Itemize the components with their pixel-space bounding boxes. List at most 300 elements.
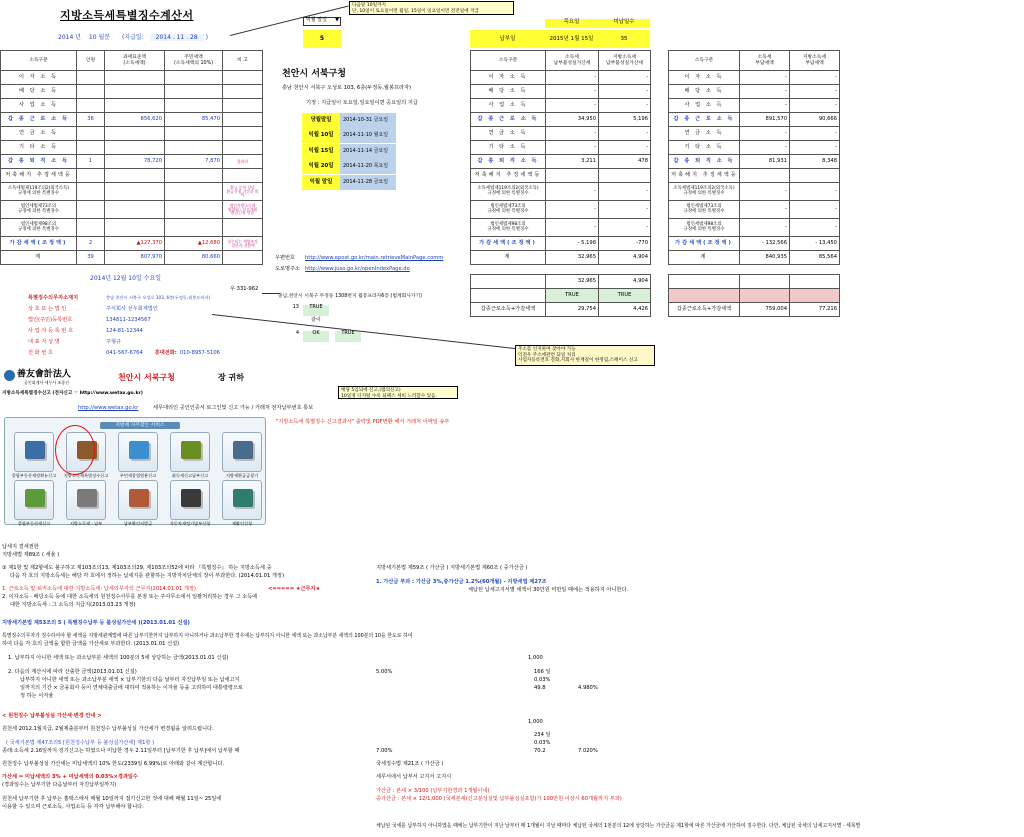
due-date: 2014-11-14 금요일 [340, 144, 396, 159]
left-table-row [1, 183, 263, 201]
row-value-b: -770 [599, 237, 651, 251]
row-value-a: - [740, 99, 790, 113]
filer-zip: 우 331-962 [230, 286, 259, 292]
row-count[interactable] [77, 85, 105, 99]
due-note-callout: 다음달 10일까지 단, 10일이 토요일이면 월일, 15일이 일요일이면 전전일에 지급 [349, 1, 514, 15]
filer-value[interactable]: 134811-1234567 [106, 317, 151, 323]
burden-row [669, 183, 840, 201]
filer-label: 특별징수의무자소재지 [28, 295, 79, 301]
filer-row [28, 351, 273, 362]
highlight-circle [55, 425, 95, 475]
left-table-row [1, 99, 263, 113]
row-tax[interactable]: 7,870 [165, 155, 223, 169]
row-value-a: - [546, 141, 599, 155]
pay-rule-text: 기정 : 지급일이 토요일,일요일이면 공요일의 지급 [306, 100, 418, 106]
due-label: 당월말일 [302, 113, 340, 128]
filer-value[interactable]: 충남 천안시 서북구 오성로 103, 6층(두정동,월봉프라자) [106, 295, 211, 300]
wetax-service-0[interactable] [14, 432, 54, 472]
left-table-header [1, 51, 263, 71]
row-label: 소득세법제119조의2(외국소득) 규정에 의한 특별징수 [1, 183, 77, 201]
page-title: 지방소득세특별징수계산서 [60, 9, 194, 22]
s3-calc-3: 0.03% [534, 740, 551, 746]
row-value-a [740, 169, 790, 183]
row-label: 연 금 소 득 [1, 127, 77, 141]
due-row [302, 159, 402, 174]
penalty-row [471, 99, 651, 113]
row-base[interactable] [105, 201, 165, 219]
extra-a1: 32,965 [546, 275, 599, 289]
row-value-b: - [790, 219, 840, 237]
burden-row [669, 85, 840, 99]
law-s3-p2: 종래:소득세 2.16일까지 징기신고는 하였으나 미납한 경우 2.11일부터 [납부기한 후 납부]에서 납부할 때 [2, 748, 240, 754]
row-label: 사 업 소 득 [1, 99, 77, 113]
burden-row [669, 71, 840, 85]
law-h2: 지방세법 제89조 ( 세율 ) [2, 552, 60, 558]
firm-logo-sub: 공인회계사 세무사 조종선 [24, 380, 70, 385]
penalty-header [471, 51, 651, 71]
due-row [302, 175, 402, 190]
wetax-service-5[interactable] [14, 480, 54, 520]
row-label: 가감세액(조정액) [471, 237, 546, 251]
row-label: 저축해지 추징세액등 [471, 169, 546, 183]
due-date: 2014-11-28 금요일 [340, 175, 396, 190]
row-value-a: - [546, 71, 599, 85]
filer-value[interactable]: 124-81-12344 [106, 328, 143, 334]
burden-row [669, 169, 840, 183]
law-s3-p1: 원천세 2012.1월지급, 2월제출분부터 원천징수 납부불성실 가산세가 변경됨을 알려드립니다. [2, 726, 214, 732]
row-label: 법인세법제98조의 규정에 의한 특별징수 [471, 219, 546, 237]
car-icon [181, 489, 201, 507]
wetax-service-label: 지방소득세 · 납부 [69, 521, 103, 526]
row-tax[interactable] [165, 219, 223, 237]
payment-date[interactable]: 2015년 1월 15일 [545, 30, 598, 48]
calc-3: 166 일 [534, 669, 551, 675]
row-note [223, 169, 263, 183]
chevron-down-icon: ▼ [335, 17, 339, 23]
left-table-row [1, 169, 263, 183]
row-tax[interactable]: ▲12,680 [165, 237, 223, 251]
row-count[interactable] [77, 183, 105, 201]
pay-date-label: (지급일: [121, 34, 144, 41]
penalty-row [471, 85, 651, 99]
wetax-service-3[interactable] [170, 432, 210, 472]
calc-2: 5.00% [376, 669, 393, 675]
row-value-b: - [599, 183, 651, 201]
wetax-service-label: 종합부동산세정확뉴신고 [11, 473, 57, 478]
filer-value[interactable]: 주형규 [106, 339, 122, 345]
penalty-extra-table [470, 274, 651, 317]
left-table-row [1, 201, 263, 219]
row-base[interactable]: 807,970 [105, 251, 165, 265]
row-label: 갑 종 퇴 직 소 득 [471, 155, 546, 169]
due-row [302, 144, 402, 159]
row-tax[interactable] [165, 99, 223, 113]
row-note: 징수되는 계양조정 ·결산사,선환액 [223, 237, 263, 251]
penalty-header-0: 소득구분 [471, 51, 546, 71]
penalty-header-2: 지방소득세 납부불성실가산세 [599, 51, 651, 71]
extra-b2: TRUE [599, 289, 651, 303]
due-row [302, 113, 402, 128]
filer-label: 사 업 자 등 록 번 호 [28, 328, 73, 334]
filer-label: 전 화 번 호 [28, 350, 53, 356]
row-value-b: - [790, 71, 840, 85]
check-value-2: TRUE [335, 331, 361, 342]
postal-link[interactable]: http://www.epost.go.kr/main.retrieveMainPage.comm [305, 255, 444, 261]
row-base[interactable] [105, 219, 165, 237]
burden-sum-label: 갑종근로소득+가감세액 [669, 303, 740, 317]
burden-row [669, 237, 840, 251]
extra-b1: 4,904 [599, 275, 651, 289]
row-value-a: - [740, 71, 790, 85]
law-s3-p3: 원천징수 납부불성실 가산세는 미납세액의 10% 한도(2339일 6.99%)로 아래와 같이 계산합니다. [2, 761, 225, 767]
extra-a2: TRUE [546, 289, 599, 303]
check-row [285, 331, 385, 342]
building-icon [181, 441, 201, 459]
law-s2-i2: 2. 다음의 계산식에 따라 산출한 금액(2013.01.01 신설) [8, 669, 137, 675]
row-label: 소득세법제119조의2(외국소득) 규정에 의한 특별징수 [471, 183, 546, 201]
row-label: 법인세법제98조의 규정에 의한 특별징수 [669, 219, 740, 237]
row-tax[interactable] [165, 71, 223, 85]
wetax-service-label: 지방세환급금찾기 [225, 473, 259, 478]
penalty-row [471, 183, 651, 201]
wetax-service-label: 지방소득세특별징수신고 [63, 473, 109, 478]
row-label: 이 자 소 득 [669, 71, 740, 85]
row-value-b: - [599, 71, 651, 85]
law-s2-i2b: 일까지의 기간 × 금융회사 등이 연체대출금에 대하여 적용하는 이자율 등을 고려하여 대통령령으로 [20, 685, 243, 691]
law-p1: ③ 제1항 및 제2항에도 불구하고 제103조의13, 제103조의29, 제103조의52에 따라 『특별징수』 하는 지방소득세 중 [2, 565, 272, 571]
law-s2-p2: 하여 다음 각 호의 금액을 합한 금액을 가산세로 부과한다. (2013.01.01 신설) [2, 641, 180, 647]
row-label: 기 타 소 득 [1, 141, 77, 155]
law-right-c: 체납된 납세고지서별 세액이 30만원 미만일 때에는 적용하지 아니한다. [468, 587, 629, 593]
address-note: 충남,천안시 서북구 두정동 1308번지 월봉프라자6층 (법계회사가기) [278, 294, 422, 299]
left-table-row [1, 155, 263, 169]
filer-extra-value[interactable]: 010-8957-5106 [179, 350, 220, 356]
check-value: TRUE [303, 305, 329, 316]
row-value-b: 4,904 [599, 251, 651, 265]
law-s2-i1: 1. 납부하지 아니한 세액 또는 과소납부분 세액의 100분의 5에 상당하는 금액(2013.01.01 신설) [8, 655, 229, 661]
penalty-header-1: 소득세 납부불성실가산세 [546, 51, 599, 71]
row-note: 환급 문의 상담 환급신청 기간과 의의 [223, 183, 263, 201]
row-label: 가감세액(조정액) [1, 237, 77, 251]
row-base[interactable] [105, 99, 165, 113]
row-base[interactable] [105, 127, 165, 141]
burden-extra-table [668, 274, 840, 317]
law-p2a: 1. 근로소득 및 퇴직소득에 대한 지방소득세: 납세의무자의 근무지(2014.01.01 개정) [2, 586, 196, 592]
row-tax[interactable]: 85,470 [165, 113, 223, 127]
row-tax[interactable] [165, 141, 223, 155]
penalty-row [471, 127, 651, 141]
due-label: 익월 10일 [302, 128, 340, 143]
row-value-b: - [790, 141, 840, 155]
filer-label: 법인(주민)등록번호 [28, 317, 73, 323]
row-value-a: - [546, 219, 599, 237]
row-value-a: - [546, 85, 599, 99]
id-note-callout: 주소를 인지하여 찾아야 가능 익전우 주소에관련 되일 처리 사업자등록번호 전화,지회사 한계길이 한정됨,스페이스 신고 [515, 345, 655, 366]
row-count[interactable]: 1 [77, 155, 105, 169]
row-value-b: - [790, 85, 840, 99]
law-p2b: 2. 이자소득 · 배당소득 등에 대한 소득세의 원천징수사무를 본점 또는 주사무소에서 일괄처리하는 경우 그 소득에 [2, 594, 258, 600]
row-base[interactable] [105, 85, 165, 99]
penalty-row [471, 237, 651, 251]
law-s3-f1: 가산세 = 미납세액의 3% + 미납세액의 0.03%×경과일수 [2, 774, 138, 780]
left-header-2: 과세표준액 (소득세액) [105, 51, 165, 71]
wetax-service-2[interactable] [118, 432, 158, 472]
penalty-row [471, 201, 651, 219]
wetax-service-label: 주민세종업원분신고 [119, 473, 157, 478]
row-value-b: 90,666 [790, 113, 840, 127]
row-value-a: - [740, 127, 790, 141]
due-label: 익월 15일 [302, 144, 340, 159]
row-label: 연 금 소 득 [471, 127, 546, 141]
row-label: 배 당 소 득 [1, 85, 77, 99]
overdue-head: 미납일수 [598, 19, 650, 28]
row-value-b: - [599, 219, 651, 237]
wetax-service-label: 재활인신청 [231, 521, 253, 526]
filer-value[interactable]: 041-567-6764 [106, 350, 143, 356]
filer-label: 대 표 자 성 명 [28, 339, 60, 345]
row-value-b: - 13,450 [790, 237, 840, 251]
check-row [285, 305, 385, 316]
pay-date-close: ) [205, 34, 208, 41]
row-count[interactable] [77, 99, 105, 113]
row-label: 계 [1, 251, 77, 265]
row-value-a: - 5,198 [546, 237, 599, 251]
burden-table [668, 50, 840, 265]
due-weekday-head: 목요일 [545, 19, 598, 28]
row-label: 갑 종 근 로 소 득 [669, 113, 740, 127]
left-header-0: 소득구분 [1, 51, 77, 71]
calc-4: 0.03% [534, 677, 551, 683]
calc-5: 49.8 [534, 685, 546, 691]
row-note [223, 219, 263, 237]
row-count[interactable] [77, 201, 105, 219]
left-table-row [1, 219, 263, 237]
wetax-service-label: 납부확인서발급 [123, 521, 153, 526]
burden-row [669, 127, 840, 141]
row-value-b: - [599, 99, 651, 113]
row-value-a: 81,931 [740, 155, 790, 169]
row-value-a: 3,211 [546, 155, 599, 169]
row-label: 가감세액(조정액) [669, 237, 740, 251]
row-value-b: - [599, 201, 651, 219]
row-tax[interactable] [165, 201, 223, 219]
row-value-b: 85,564 [790, 251, 840, 265]
row-note [223, 71, 263, 85]
left-table-row [1, 127, 263, 141]
filer-row [28, 340, 273, 351]
law-p2c: 대한 지방소득세 : 그 소득의 지급지(2013.03.23 개정) [10, 602, 136, 608]
law-p1b: 다음 각 호의 지방소득세는 해당 각 호에서 정하는 납세지를 관할하는 지방자치단체의 장이 부과한다. (2014.01.01 개정) [10, 573, 284, 579]
wetax-service-8[interactable] [170, 480, 210, 520]
row-count[interactable] [77, 169, 105, 183]
law-s2-p1: 특별징수의무자가 징수하여야 할 세액을 지방세관계법에 따른 납부기한까지 납부하지 아니하거나 과소납부한 경우에는 납부하지 아니한 세액 또는 과소납부분 세액의 100분의 10을 한도로 하여 [2, 633, 413, 639]
row-label: 갑 종 퇴 직 소 득 [669, 155, 740, 169]
due-rule-select[interactable] [303, 17, 341, 26]
left-header-4: 비 고 [223, 51, 263, 71]
row-note [223, 251, 263, 265]
law-s3-r1: 국세징수법 제21조 ( 가산금 ) [376, 761, 444, 767]
wetax-service-4[interactable] [222, 432, 262, 472]
period-year: 2014 년 [58, 34, 81, 41]
wetax-service-label: 자동차세정기납부신청 [169, 521, 211, 526]
law-s3-bottom: 체납된 국세를 납부하지 아니하였을 때에는 납부기한이 지난 날부터 매 1개월이 지날 때마다 체납된 국세의 1천분의 12에 상당하는 가산금을 제1항에 따른 가산금에 가산하여 징수한다. 다만, 체납된 국세의 납세고지서별 · 세목별 [376, 823, 861, 829]
row-note [223, 127, 263, 141]
efile-callout: 배당 5입되에 신고,(법의신고) 10일경 디지털 수록 되팩스 세비 느러할수 있음. [338, 386, 458, 399]
row-label: 법인세법제73조의 규정에 의한 특별징수 [471, 201, 546, 219]
row-count[interactable]: 36 [77, 113, 105, 127]
row-count[interactable] [77, 219, 105, 237]
calc-1: 1,000 [528, 655, 543, 661]
row-base[interactable] [105, 183, 165, 201]
law-s3-p5: 이용할 수 있으며 근로소득, 사업소득 등 각각 납부해야 합니다. [2, 804, 144, 810]
tax-form-icon [25, 489, 45, 507]
address-note-line [262, 293, 280, 294]
row-value-a: - [740, 183, 790, 201]
row-tax[interactable] [165, 183, 223, 201]
row-tax[interactable]: 80,660 [165, 251, 223, 265]
row-value-a: - [546, 99, 599, 113]
row-label: 연 금 소 득 [669, 127, 740, 141]
law-right-a: 지방세기본법 제59조 ( 가산금 ) 지방세기본법 제60조 ( 중가산금 ) [376, 565, 528, 571]
left-table-row [1, 71, 263, 85]
burden-row [669, 219, 840, 237]
left-header-3: 주민세액 (소득세액의 10%) [165, 51, 223, 71]
row-value-a: - [546, 183, 599, 201]
due-date: 2014-11-10 월요일 [340, 128, 396, 143]
burden-row [669, 141, 840, 155]
extra-b3: 4,426 [599, 303, 651, 317]
filer-info [28, 296, 273, 362]
row-value-a: - [740, 219, 790, 237]
due-rule-select-value: 익월 말일 [306, 17, 327, 23]
office-address: 충남 천안시 서북구 오성로 103, 6층(두정동,월봉프라자) [282, 85, 412, 91]
burden-header-2: 지방소득세 부담세액 [790, 51, 840, 71]
s3-calc-5: 70.2 [534, 748, 546, 754]
row-label: 기 타 소 득 [669, 141, 740, 155]
row-base[interactable] [105, 141, 165, 155]
row-label: 갑 종 근 로 소 득 [471, 113, 546, 127]
due-row [302, 128, 402, 143]
wetax-link[interactable]: http://www.wetax.go.kr [78, 405, 139, 411]
row-count[interactable] [77, 127, 105, 141]
row-label: 배 당 소 득 [669, 85, 740, 99]
left-table-row [1, 237, 263, 251]
burden-header-0: 소득구분 [669, 51, 740, 71]
extra-a3: 29,754 [546, 303, 599, 317]
wetax-service-6[interactable] [66, 480, 106, 520]
period-month: 10 월분 [88, 34, 111, 41]
row-tax[interactable] [165, 169, 223, 183]
row-label: 소득세법제119조의2(외국소득) 규정에 의한 특별징수 [669, 183, 740, 201]
due-rule-result: 5 [303, 30, 341, 48]
burden-header [669, 51, 840, 71]
row-note: 결과라 [223, 155, 263, 169]
penalty-row [471, 251, 651, 265]
row-value-b: - [790, 127, 840, 141]
wetax-service-7[interactable] [118, 480, 158, 520]
row-base[interactable] [105, 71, 165, 85]
row-count[interactable]: 39 [77, 251, 105, 265]
filer-extra-label: 휴대전화: [154, 350, 177, 356]
efile-title: 지방소득세특별징수신고 (전자신고 ☞ http://www.wetax.go.kr) [2, 391, 143, 396]
burden-row [669, 99, 840, 113]
penalty-row [471, 113, 651, 127]
row-base[interactable] [105, 169, 165, 183]
row-value-a: 32,965 [546, 251, 599, 265]
wetax-service-9[interactable] [222, 480, 262, 520]
law-s3-p4: 원천세 납부기한 후 납부는 홈택스에서 매월 10일까지 접기신고한 것에 대해 매월 11일~ 25일에 [2, 796, 222, 802]
row-tax[interactable] [165, 127, 223, 141]
row-label: 법인세법제98조의 규정에 의한 특별징수 [1, 219, 77, 237]
law-s2-i2c: 정 하는 이자율 [20, 693, 54, 699]
left-table-row [1, 85, 263, 99]
row-value-b: 478 [599, 155, 651, 169]
wetax-service-label: 종합부동산세신고 [17, 521, 51, 526]
receiver-sir: 장 귀하 [218, 373, 244, 382]
efile-desc: 세무대리인 공인인증서 로그인및 신고 가능 / 거래처 전자납부번호 통보 [153, 405, 314, 411]
row-value-a: - [546, 201, 599, 219]
row-label: 법인세법제73조의 규정에 의한 특별징수 [669, 201, 740, 219]
s3-calc-2: 234 일 [534, 732, 551, 738]
left-table-row [1, 251, 263, 265]
row-label: 기 타 소 득 [471, 141, 546, 155]
law-h1: 납세지 결세권한 [2, 544, 39, 550]
folder-icon [233, 489, 253, 507]
row-label: 계 [669, 251, 740, 265]
road-address-link[interactable]: http://www.juso.go.kr/openIndexPage.do [305, 266, 410, 272]
row-value-b: - [790, 201, 840, 219]
calc-6: 4.980% [578, 685, 598, 691]
row-count[interactable]: 2 [77, 237, 105, 251]
law-s2-i2a: 납부하지 아니한 세액 또는 과소납부분 세액 × 납부기한의 다음 날부터 자진납부일 또는 납세고지 [20, 677, 240, 683]
printer-icon [129, 489, 149, 507]
row-value-a: 891,570 [740, 113, 790, 127]
wetax-service-label: 취득세신고납부신고 [171, 473, 209, 478]
row-value-b: - [599, 85, 651, 99]
row-base[interactable]: 856,620 [105, 113, 165, 127]
due-schedule [302, 113, 402, 190]
penalty-row [471, 141, 651, 155]
due-date: 2014-11-20 목요일 [340, 159, 396, 174]
pay-date[interactable]: 2014 . 11 . 28 [150, 34, 204, 41]
row-count[interactable] [77, 71, 105, 85]
row-note [223, 99, 263, 113]
row-base[interactable]: ▲127,370 [105, 237, 165, 251]
check-num: 4 [295, 330, 299, 336]
filer-value[interactable]: 주식회사 선우회계법인 [106, 306, 158, 312]
burden-row [669, 251, 840, 265]
row-tax[interactable] [165, 85, 223, 99]
row-value-a: - 132,566 [740, 237, 790, 251]
penalty-row [471, 169, 651, 183]
left-table-row [1, 141, 263, 155]
row-count[interactable] [77, 141, 105, 155]
row-value-a: 840,935 [740, 251, 790, 265]
penalty-table [470, 50, 651, 265]
left-table-row [1, 113, 263, 127]
receiver-office: 천안시 서북구청 [118, 373, 175, 382]
laptop-icon [25, 441, 45, 459]
row-note [223, 113, 263, 127]
penalty-row [471, 71, 651, 85]
due-label: 익월 20일 [302, 159, 340, 174]
row-label: 이 자 소 득 [1, 71, 77, 85]
row-base[interactable]: 78,720 [105, 155, 165, 169]
law-s2-title: 지방세기본법 제53조의 5 ( 특별징수납부 등 불성실가산세 )(2013.01.01 신설) [2, 620, 190, 626]
row-label: 사 업 소 득 [471, 99, 546, 113]
row-value-a: - [740, 201, 790, 219]
period-line [58, 35, 208, 42]
